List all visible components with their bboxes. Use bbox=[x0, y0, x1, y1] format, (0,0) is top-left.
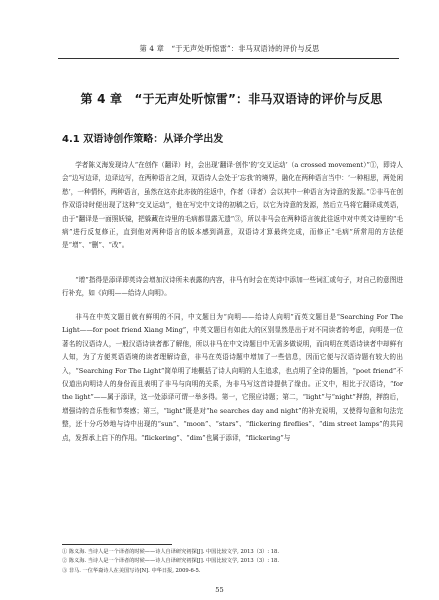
paragraph-text: “增”指得是添译即英诗会增加汉诗所未表露的内容，非马有时会在英诗中添加一些词汇或句子，对自己的意图进行补充，如《向明——给诗人向明》。 bbox=[62, 276, 403, 298]
footnote-3: ③ 非马. 一位华裔诗人在美国写诗[N]. 中华日报, 2009-6-5. bbox=[62, 567, 201, 574]
body-paragraph-1 bbox=[62, 159, 403, 253]
footnote-2: ② 陈义海. 当诗人是一个译者的时候——诗人自译研究初探[J]. 中国比较文学, 2013（3）: 18. bbox=[62, 558, 280, 565]
section-title: 4.1 双语诗创作策略：从译介学出发 bbox=[62, 134, 224, 145]
paragraph-text: 学者陈义海发现诗人“在创作（翻译）时，会出现‘翻译·创作’的‘交叉运动’（a crossed movement）”①，即诗人会“边写边译，边译边写，在两种语言之间，双语诗人会处于‘忘我’的境界，融化在两种语言当中：‘一种相思，两处闲愁’，一种情怀，两种语言，虽然在这亦此亦彼的往返中，作者（译者）会以其中一种语言为诗意的发源。”②非马在创作双语诗时便出现了这种“交叉运动”，他在写完中文诗的初稿之后，以它为诗意的发源，然后立马将它翻译成英语，由于“翻译是一面照妖镜，把躲藏在诗里的毛病都显露无遗”③，所以非马会在两种语言彼此往返中对中英文诗里的“毛病”进行反复修正，直到他对两种语言的版本感到满意，双语诗才算最终完成，而修正“毛病”所常用的方法便是“增”、“删”、“改”。 bbox=[62, 161, 403, 250]
footnotes bbox=[62, 548, 403, 576]
running-header: 第 4 章 “于无声处听惊雷”：非马双语诗的评价与反思 bbox=[139, 44, 320, 53]
page-number: 55 bbox=[215, 586, 224, 594]
header-rule bbox=[58, 58, 399, 59]
paragraph-text: 非马在中英文题目就有鲜明的不同，中文题目为“向明——给诗人向明”而英文题目是“Searching For The Light——for poet friend Xiang Ming”，中英文题目有如此大的区别显然是出于对不同读者的考虑，向明是一位著名的汉语诗人，一般汉语诗读者都了解他，所以非马在中文诗题目中无需多做说明，而向明在英语诗读者中却鲜有人知，为了方便英语语境的读者理解诗意，非马在英语诗题中增加了一些信息，因而它便与汉语诗题有较大的出入，“Searching For The Light”简单明了地概括了诗人向明的人生追求，也点明了全诗的题旨，“poet friend”不仅道出向明诗人的身份而且表明了非马与向明的关系，为非马写这首诗提供了缘由。正文中，相比于汉语诗，“for the light”——属于添译，这一处添译可谓一举多得。第一，它照应诗题；第二，“light”与“night”押韵，押韵后，增强诗的音乐性和节奏感；第三，“light”既是对“he searches day and night”的补充说明，又使得句意和句法完整，还十分巧妙地与诗中出现的“sun”、“moon”、“stars”、“flickering fireflies”、“dim street lamps”的共同点，发挥承上启下的作用。“flickering”、“dim”也属于添译，“flickering”与 bbox=[62, 313, 403, 442]
chapter-title: 第 4 章 “于无声处听惊雷”：非马双语诗的评价与反思 bbox=[80, 92, 383, 106]
body-paragraph-3 bbox=[62, 311, 403, 445]
footnote-rule bbox=[62, 544, 172, 545]
footnote-1: ① 陈义海. 当诗人是一个译者的时候——诗人自译研究初探[J]. 中国比较文学, 2013（3）: 18. bbox=[62, 549, 280, 555]
body-paragraph-2 bbox=[62, 274, 403, 301]
